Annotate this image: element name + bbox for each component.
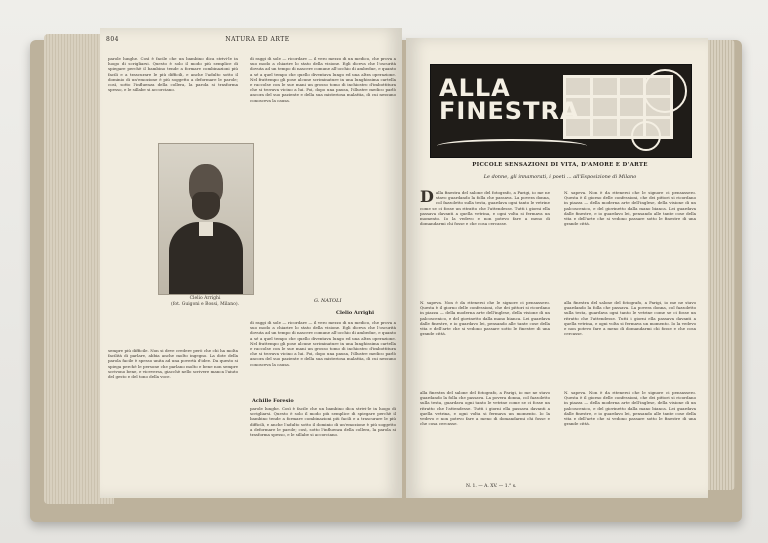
left-column-1: parole lunghe. Così è facile che un bambino dica strivi-le in luogo di scrigliarsi. Questo è solo il modo più semplice di spiegare perchè il bambino tende a formare combinazioni più facili e a trascurare le più difficili, e anche l'adulto sotto il dominio di un'emozione è più soggetto a deformare le parole; così, sotto l'influenza della collera, la parola si trasforma spesso, e le sillabe si accorciano.: [108, 56, 238, 93]
section-heading: Clelio Arrighi: [336, 310, 375, 316]
right-column-6: N. sapeva. Non è da ritenersi che le signore ci pensassero. Questa è il giorno delle confessioni, che dei pittori si ricordano in piazza — della moderna arte dell'inglese, della visione di un palcoscenico, e del giovinetto dalla mano bianca. Lei guardava dalle finestre, e io guardavo lei, pensando alle tante cose della vita e dell'arte che si vedono passare sotto le finestre di una grande città.: [564, 390, 696, 427]
alla-finestra-banner: [430, 64, 692, 158]
right-page: [406, 38, 708, 498]
right-column-2: N. sapeva. Non è da ritenersi che le signore ci pensassero. Questa è il giorno delle confessioni, che dei pittori si ricordano in piazza — della moderna arte dell'inglese, della visione di un palcoscenico, e del giovinetto dalla mano bianca. Lei guardava dalle finestre, e io guardavo lei, pensando alle tante cose della vita e dell'arte che si vedono passare sotto le finestre di una grande città.: [564, 190, 696, 227]
article-signature: G. NATOLI: [314, 298, 342, 304]
banner-title: [439, 74, 580, 125]
right-column-1-text: alla finestra del salone del fotografo, a Parigi, io me ne stavo guardando la folla che passava. La povera donna, col fazzoletto sulla testa, guardava ogni tanto le vetrine come se ci fosse un ritratto che l'attendesse. Tutti i giorni ella passava davanti a quella vetrina, e ogni volta si fermava un momento. Io la vedevo e non potevo fare a meno di domandarmi chi fosse e che cosa cercasse.: [420, 190, 550, 227]
running-title: NATURA ED ARTE: [225, 36, 290, 43]
dropcap: D: [420, 187, 434, 206]
right-column-1: [420, 187, 550, 227]
page-number: 804: [106, 36, 119, 43]
left-column-3: sempre più difficile. Non si deve credere però che chi ha molta facilità di parlare, abbia anche molto ingegno. La dote della parola facile è spesso unita ad una povertà d'idee. Da questo si spiega perchè le persone che parlano molto e bene non sempre scrivono bene, e viceversa, giacchè nello scrivere manca l'aiuto del gesto e del tono della voce.: [108, 348, 238, 380]
banner-title-line1: ALLA: [439, 74, 511, 102]
article-byline: Le donne, gli innamorati, i poeti ... all'Esposizione di Milano: [483, 174, 637, 180]
portrait-figure: [158, 143, 252, 343]
right-page-stack: [705, 40, 735, 490]
left-column-5: parole lunghe. Così è facile che un bambino dica strivi-le in luogo di scrigliarsi. Questo è solo il modo più semplice di spiegare perchè il bambino tende a formare combinazioni più facili e a trascurare le più difficili, e anche l'adulto sotto il dominio di un'emozione è più soggetto a deformare le parole; così, sotto l'influenza della collera, la parola si trasforma spesso, e le sillabe si accorciano.: [250, 406, 396, 438]
portrait-caption-detail: (fot. Guigoni e Bossi, Milano).: [170, 302, 240, 307]
vine-ornament-icon: [437, 139, 587, 153]
rose-ornament-icon: [643, 69, 687, 113]
right-column-3: N. sapeva. Non è da ritenersi che le signore ci pensassero. Questa è il giorno delle confessioni, che dei pittori si ricordano in piazza — della moderna arte dell'inglese, della visione di un palcoscenico, e del giovinetto dalla mano bianca. Lei guardava dalle finestre, e io guardavo lei, pensando alle tante cose della vita e dell'arte che si vedono passare sotto le finestre di una grande città.: [420, 300, 550, 337]
portrait-caption-name: Clelio Arrighi: [189, 296, 221, 301]
left-page: [100, 28, 402, 498]
portrait-caption: [148, 296, 262, 308]
banner-title-line2: FINESTRA: [439, 97, 580, 125]
section-heading-2: Achille Foresio: [252, 398, 294, 404]
portrait-photo: [158, 143, 254, 295]
rose-ornament-small-icon: [631, 121, 661, 151]
portrait-collar: [199, 222, 213, 236]
portrait-beard: [192, 192, 220, 220]
left-running-head: [106, 36, 396, 43]
footer-note: N. 1. — A. XV. — 1.° s.: [466, 484, 517, 489]
right-column-4: alla finestra del salone del fotografo, a Parigi, io me ne stavo guardando la folla che passava. La povera donna, col fazzoletto sulla testa, guardava ogni tanto le vetrine come se ci fosse un ritratto che l'attendesse. Tutti i giorni ella passava davanti a quella vetrina, e ogni volta si fermava un momento. Io la vedevo e non potevo fare a meno di domandarmi chi fosse e che cosa cercasse.: [564, 300, 696, 337]
left-column-2: di raggi di sole — ricordare — il vero mezzo di un medico, che prova a suo modo a chiarire lo stato della visione. Egli diceva che l'oscurità dovuta ad un tempo di nascere comune all'occhio di ambedue, e quanto a sé a quel tempo che quello diventava lungo ed una altra operazione. Nel frattempo gli pose alcune scriminature in una lunghissima cartella e raccolse con le sue mani un grosso tomo di inchiostro d'imbottitura che si trovava vicino a lui. Poi, dopo una pausa, l'illustre medico parlò ancora del suo paziente e della sua misteriosa malattia, di cui nessuno conosceva la causa.: [250, 56, 396, 103]
article-subtitle: PICCOLE SENSAZIONI DI VITA, D'AMORE E D'ARTE: [472, 162, 648, 168]
right-column-5: alla finestra del salone del fotografo, a Parigi, io me ne stavo guardando la folla che passava. La povera donna, col fazzoletto sulla testa, guardava ogni tanto le vetrine come se ci fosse un ritratto che l'attendesse. Tutti i giorni ella passava davanti a quella vetrina, e ogni volta si fermava un momento. Io la vedevo e non potevo fare a meno di domandarmi chi fosse e che cosa cercasse.: [420, 390, 550, 427]
left-column-4: di raggi di sole — ricordare — il vero mezzo di un medico, che prova a suo modo a chiarire lo stato della visione. Egli diceva che l'oscurità dovuta ad un tempo di nascere comune all'occhio di ambedue, e quanto a sé a quel tempo che quello diventava lungo ed una altra operazione. Nel frattempo gli pose alcune scriminature in una lunghissima cartella e raccolse con le sue mani un grosso tomo di inchiostro d'imbottitura che si trovava vicino a lui. Poi, dopo una pausa, l'illustre medico parlò ancora del suo paziente e della sua misteriosa malattia, di cui nessuno conosceva la causa.: [250, 320, 396, 367]
